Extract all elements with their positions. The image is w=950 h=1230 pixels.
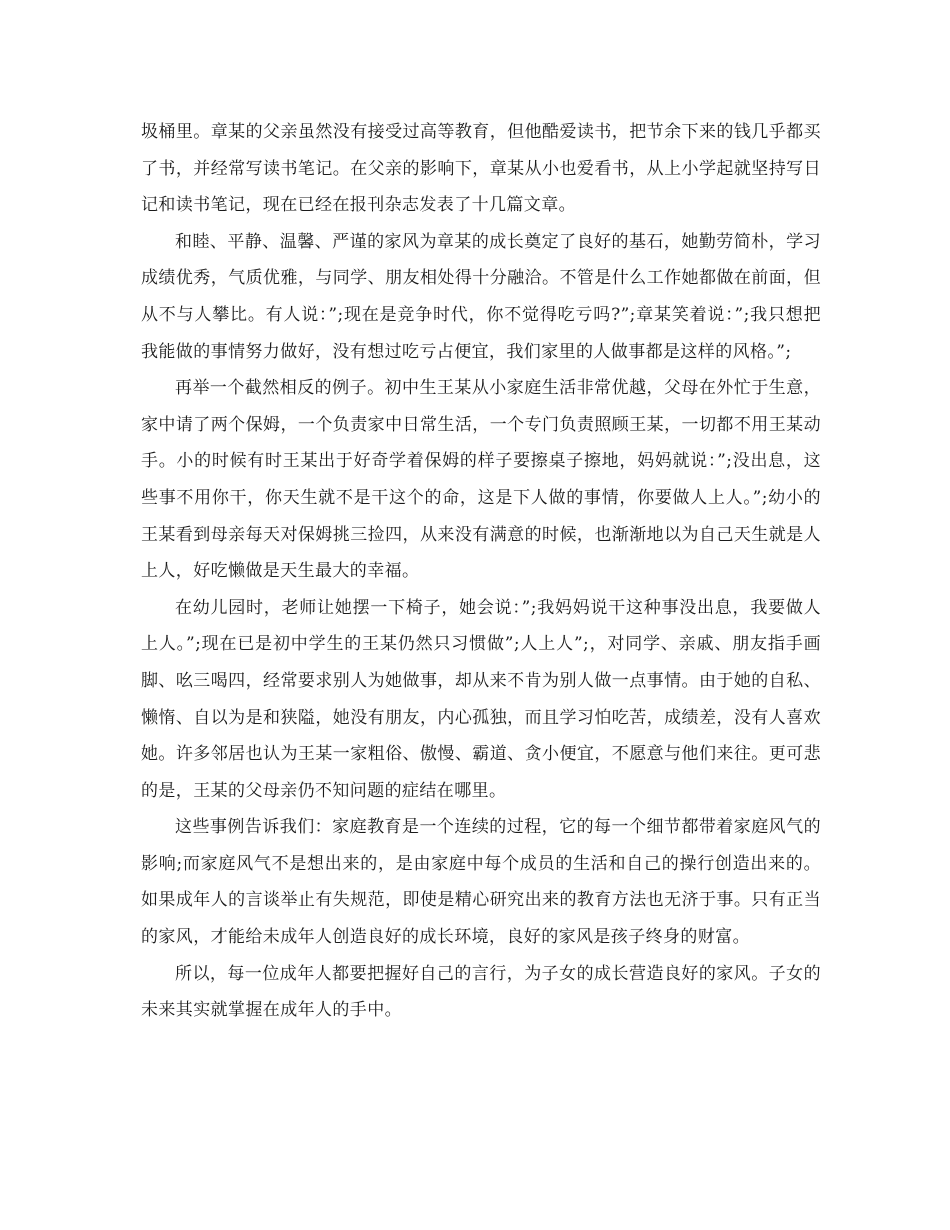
document-body [141, 114, 821, 1029]
paragraph-2: 和睦、平静、温馨、严谨的家风为章某的成长奠定了良好的基石，她勤劳简朴，学习成绩优秀，气质优雅，与同学、朋友相处得十分融洽。不管是什么工作她都做在前面，但从不与人攀比。有人说：”;现在是竞争时代，你不觉得吃亏吗?”;章某笑着说：”;我只想把我能做的事情努力做好，没有想过吃亏占便宜，我们家里的人做事都是这样的风格。”; [141, 231, 821, 362]
paragraph-1: 圾桶里。章某的父亲虽然没有接受过高等教育，但他酷爱读书，把节余下来的钱几乎都买了书，并经常写读书笔记。在父亲的影响下，章某从小也爱看书，从上小学起就坚持写日记和读书笔记，现在已经在报刊杂志发表了十几篇文章。 [141, 122, 821, 216]
paragraph-5: 这些事例告诉我们：家庭教育是一个连续的过程，它的每一个细节都带着家庭风气的影响;而家庭风气不是想出来的，是由家庭中每个成员的生活和自己的操行创造出来的。如果成年人的言谈举止有失规范，即使是精心研究出来的教育方法也无济于事。只有正当的家风，才能给未成年人创造良好的成长环境，良好的家风是孩子终身的财富。 [141, 817, 821, 948]
paragraph-6: 所以，每一位成年人都要把握好自己的言行，为子女的成长营造良好的家风。子女的未来其实就掌握在成年人的手中。 [141, 963, 821, 1021]
paragraph-3: 再举一个截然相反的例子。初中生王某从小家庭生活非常优越，父母在外忙于生意，家中请了两个保姆，一个负责家中日常生活，一个专门负责照顾王某，一切都不用王某动手。小的时候有时王某出于好奇学着保姆的样子要擦桌子擦地，妈妈就说：”;没出息，这些事不用你干，你天生就不是干这个的命，这是下人做的事情，你要做人上人。”;幼小的王某看到母亲每天对保姆挑三捡四，从来没有满意的时候，也渐渐地以为自己天生就是人上人，好吃懒做是天生最大的幸福。 [141, 378, 821, 582]
paragraph-4: 在幼儿园时，老师让她摆一下椅子，她会说：”;我妈妈说干这种事没出息，我要做人上人。”;现在已是初中学生的王某仍然只习惯做”;人上人”;，对同学、亲戚、朋友指手画脚、吆三喝四，经常要求别人为她做事，却从来不肯为别人做一点事情。由于她的自私、懒惰、自以为是和狭隘，她没有朋友，内心孤独，而且学习怕吃苦，成绩差，没有人喜欢她。许多邻居也认为王某一家粗俗、傲慢、霸道、贪小便宜，不愿意与他们来往。更可悲的是，王某的父母亲仍不知问题的症结在哪里。 [141, 597, 821, 801]
